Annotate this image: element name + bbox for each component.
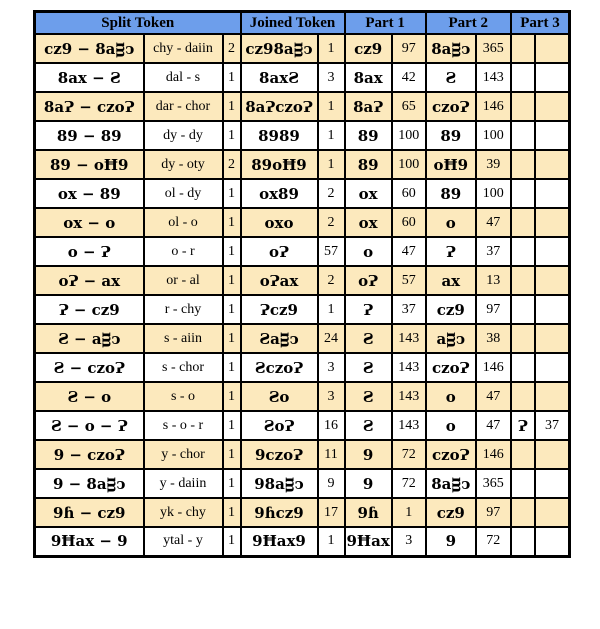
part3-glyph bbox=[511, 150, 535, 179]
part2-frequency: 38 bbox=[476, 324, 511, 353]
joined-token-count: 17 bbox=[318, 498, 345, 527]
part3-glyph bbox=[511, 208, 535, 237]
part1-glyph: Ƨ bbox=[345, 382, 392, 411]
table-row bbox=[35, 179, 570, 208]
joined-token-count: 2 bbox=[318, 179, 345, 208]
split-token-transcription: o - r bbox=[144, 237, 223, 266]
split-token-count: 1 bbox=[223, 469, 241, 498]
split-token-count: 1 bbox=[223, 121, 241, 150]
part3-glyph bbox=[511, 237, 535, 266]
part1-glyph: oɁ bbox=[345, 266, 392, 295]
part2-glyph: o bbox=[426, 208, 476, 237]
joined-token-glyph: Ɂcᴢ9 bbox=[241, 295, 318, 324]
split-token-transcription: s - o - r bbox=[144, 411, 223, 440]
part1-frequency: 60 bbox=[392, 179, 426, 208]
split-token-transcription: y - chor bbox=[144, 440, 223, 469]
joined-token-count: 1 bbox=[318, 295, 345, 324]
header-joined-token: Joined Token bbox=[241, 12, 345, 35]
part1-frequency: 72 bbox=[392, 440, 426, 469]
joined-token-glyph: 89oĦ9 bbox=[241, 150, 318, 179]
joined-token-count: 16 bbox=[318, 411, 345, 440]
joined-token-glyph: cᴢ98aᴟↄ bbox=[241, 34, 318, 63]
split-token-transcription: ol - dy bbox=[144, 179, 223, 208]
header-part-1: Part 1 bbox=[345, 12, 426, 35]
split-token-count: 1 bbox=[223, 353, 241, 382]
split-token-count: 1 bbox=[223, 411, 241, 440]
part2-glyph: Ƨ bbox=[426, 63, 476, 92]
split-token-count: 1 bbox=[223, 382, 241, 411]
part2-frequency: 39 bbox=[476, 150, 511, 179]
part3-glyph bbox=[511, 34, 535, 63]
joined-token-count: 1 bbox=[318, 527, 345, 556]
part3-glyph: Ɂ bbox=[511, 411, 535, 440]
part3-frequency bbox=[535, 440, 570, 469]
joined-token-glyph: 9cᴢoɁ bbox=[241, 440, 318, 469]
token-table bbox=[33, 10, 571, 558]
split-token-glyph: cᴢ9 − 8aᴟↄ bbox=[35, 34, 144, 63]
joined-token-glyph: ƧcᴢoɁ bbox=[241, 353, 318, 382]
part1-frequency: 72 bbox=[392, 469, 426, 498]
joined-token-glyph: oxo bbox=[241, 208, 318, 237]
part3-frequency bbox=[535, 324, 570, 353]
joined-token-count: 9 bbox=[318, 469, 345, 498]
split-token-glyph: oɁ − ax bbox=[35, 266, 144, 295]
split-token-glyph: Ƨ − o bbox=[35, 382, 144, 411]
joined-token-glyph: 8989 bbox=[241, 121, 318, 150]
split-token-glyph: ox − 89 bbox=[35, 179, 144, 208]
part2-glyph: cᴢ9 bbox=[426, 295, 476, 324]
table-row bbox=[35, 353, 570, 382]
part1-frequency: 1 bbox=[392, 498, 426, 527]
part2-glyph: 8aᴟↄ bbox=[426, 34, 476, 63]
part1-glyph: 8ax bbox=[345, 63, 392, 92]
split-token-glyph: 9Ħax − 9 bbox=[35, 527, 144, 556]
joined-token-count: 3 bbox=[318, 63, 345, 92]
joined-token-count: 1 bbox=[318, 150, 345, 179]
table-row bbox=[35, 121, 570, 150]
part3-frequency bbox=[535, 237, 570, 266]
part2-glyph: o bbox=[426, 411, 476, 440]
part3-frequency bbox=[535, 63, 570, 92]
split-token-count: 1 bbox=[223, 324, 241, 353]
part3-glyph bbox=[511, 527, 535, 556]
part1-frequency: 100 bbox=[392, 150, 426, 179]
split-token-transcription: y - daiin bbox=[144, 469, 223, 498]
part3-glyph bbox=[511, 179, 535, 208]
part3-glyph bbox=[511, 440, 535, 469]
split-token-glyph: 8aɁ − cᴢoɁ bbox=[35, 92, 144, 121]
part2-frequency: 97 bbox=[476, 498, 511, 527]
part2-frequency: 146 bbox=[476, 440, 511, 469]
part3-frequency bbox=[535, 208, 570, 237]
split-token-glyph: Ɂ − cᴢ9 bbox=[35, 295, 144, 324]
part3-frequency: 37 bbox=[535, 411, 570, 440]
table-row bbox=[35, 498, 570, 527]
table-row bbox=[35, 150, 570, 179]
joined-token-count: 3 bbox=[318, 353, 345, 382]
part1-glyph: 89 bbox=[345, 121, 392, 150]
joined-token-glyph: oɁ bbox=[241, 237, 318, 266]
split-token-glyph: Ƨ − aᴟↄ bbox=[35, 324, 144, 353]
split-token-transcription: ytal - y bbox=[144, 527, 223, 556]
joined-token-count: 1 bbox=[318, 121, 345, 150]
part1-frequency: 143 bbox=[392, 353, 426, 382]
part3-frequency bbox=[535, 527, 570, 556]
split-token-transcription: dar - chor bbox=[144, 92, 223, 121]
part2-glyph: 89 bbox=[426, 121, 476, 150]
joined-token-count: 57 bbox=[318, 237, 345, 266]
table-row bbox=[35, 469, 570, 498]
part3-frequency bbox=[535, 34, 570, 63]
split-token-glyph: Ƨ − o − Ɂ bbox=[35, 411, 144, 440]
part3-frequency bbox=[535, 498, 570, 527]
part2-frequency: 97 bbox=[476, 295, 511, 324]
split-token-count: 1 bbox=[223, 237, 241, 266]
split-token-count: 1 bbox=[223, 179, 241, 208]
part1-frequency: 97 bbox=[392, 34, 426, 63]
split-token-transcription: r - chy bbox=[144, 295, 223, 324]
joined-token-count: 11 bbox=[318, 440, 345, 469]
joined-token-count: 24 bbox=[318, 324, 345, 353]
part2-glyph: 8aᴟↄ bbox=[426, 469, 476, 498]
part1-glyph: 9Ħax bbox=[345, 527, 392, 556]
joined-token-count: 2 bbox=[318, 266, 345, 295]
joined-token-glyph: 8axƧ bbox=[241, 63, 318, 92]
part2-frequency: 37 bbox=[476, 237, 511, 266]
joined-token-glyph: Ƨo bbox=[241, 382, 318, 411]
table-row bbox=[35, 527, 570, 556]
table-row bbox=[35, 295, 570, 324]
part2-glyph: cᴢoɁ bbox=[426, 353, 476, 382]
part1-frequency: 65 bbox=[392, 92, 426, 121]
part1-glyph: Ƨ bbox=[345, 324, 392, 353]
split-token-transcription: s - chor bbox=[144, 353, 223, 382]
part2-frequency: 100 bbox=[476, 121, 511, 150]
split-token-transcription: s - aiin bbox=[144, 324, 223, 353]
part2-glyph: 89 bbox=[426, 179, 476, 208]
split-token-count: 1 bbox=[223, 92, 241, 121]
part1-frequency: 37 bbox=[392, 295, 426, 324]
part1-frequency: 143 bbox=[392, 411, 426, 440]
split-token-count: 1 bbox=[223, 527, 241, 556]
part2-glyph: 9 bbox=[426, 527, 476, 556]
part2-frequency: 365 bbox=[476, 34, 511, 63]
header-part-2: Part 2 bbox=[426, 12, 511, 35]
part1-glyph: 9 bbox=[345, 469, 392, 498]
split-token-transcription: dal - s bbox=[144, 63, 223, 92]
part3-frequency bbox=[535, 150, 570, 179]
split-token-glyph: 89 − oĦ9 bbox=[35, 150, 144, 179]
part2-frequency: 72 bbox=[476, 527, 511, 556]
split-token-count: 1 bbox=[223, 295, 241, 324]
table-row bbox=[35, 237, 570, 266]
part2-glyph: cᴢoɁ bbox=[426, 92, 476, 121]
part1-glyph: Ƨ bbox=[345, 353, 392, 382]
part3-glyph bbox=[511, 63, 535, 92]
table-row bbox=[35, 63, 570, 92]
table-body bbox=[35, 34, 570, 556]
table-row bbox=[35, 440, 570, 469]
split-token-glyph: 8ax − Ƨ bbox=[35, 63, 144, 92]
part2-frequency: 47 bbox=[476, 382, 511, 411]
split-token-transcription: yk - chy bbox=[144, 498, 223, 527]
part1-frequency: 60 bbox=[392, 208, 426, 237]
part3-glyph bbox=[511, 121, 535, 150]
split-token-glyph: 9 − cᴢoɁ bbox=[35, 440, 144, 469]
part1-glyph: ox bbox=[345, 179, 392, 208]
part3-frequency bbox=[535, 179, 570, 208]
part1-frequency: 100 bbox=[392, 121, 426, 150]
part2-frequency: 146 bbox=[476, 353, 511, 382]
part3-glyph bbox=[511, 353, 535, 382]
part3-glyph bbox=[511, 92, 535, 121]
part3-glyph bbox=[511, 295, 535, 324]
table-row bbox=[35, 92, 570, 121]
joined-token-glyph: 9ɦcᴢ9 bbox=[241, 498, 318, 527]
part2-frequency: 100 bbox=[476, 179, 511, 208]
part2-frequency: 13 bbox=[476, 266, 511, 295]
part3-glyph bbox=[511, 382, 535, 411]
joined-token-glyph: Ƨaᴟↄ bbox=[241, 324, 318, 353]
split-token-glyph: 9ɦ − cᴢ9 bbox=[35, 498, 144, 527]
split-token-glyph: 89 − 89 bbox=[35, 121, 144, 150]
joined-token-glyph: 98aᴟↄ bbox=[241, 469, 318, 498]
part1-frequency: 42 bbox=[392, 63, 426, 92]
part2-glyph: o bbox=[426, 382, 476, 411]
part2-glyph: cᴢ9 bbox=[426, 498, 476, 527]
part1-glyph: o bbox=[345, 237, 392, 266]
split-token-glyph: 9 − 8aᴟↄ bbox=[35, 469, 144, 498]
part1-glyph: cᴢ9 bbox=[345, 34, 392, 63]
joined-token-count: 2 bbox=[318, 208, 345, 237]
part3-glyph bbox=[511, 266, 535, 295]
part3-frequency bbox=[535, 353, 570, 382]
part1-glyph: 8aɁ bbox=[345, 92, 392, 121]
part1-frequency: 57 bbox=[392, 266, 426, 295]
joined-token-count: 1 bbox=[318, 34, 345, 63]
part3-frequency bbox=[535, 469, 570, 498]
joined-token-count: 1 bbox=[318, 92, 345, 121]
joined-token-glyph: ƧoɁ bbox=[241, 411, 318, 440]
part2-frequency: 47 bbox=[476, 208, 511, 237]
part3-frequency bbox=[535, 382, 570, 411]
table-row bbox=[35, 324, 570, 353]
table-row bbox=[35, 208, 570, 237]
part3-frequency bbox=[535, 266, 570, 295]
split-token-glyph: ox − o bbox=[35, 208, 144, 237]
part2-glyph: cᴢoɁ bbox=[426, 440, 476, 469]
part1-glyph: ox bbox=[345, 208, 392, 237]
split-token-count: 2 bbox=[223, 34, 241, 63]
part2-glyph: ax bbox=[426, 266, 476, 295]
split-token-transcription: s - o bbox=[144, 382, 223, 411]
part1-glyph: 9 bbox=[345, 440, 392, 469]
part2-glyph: oĦ9 bbox=[426, 150, 476, 179]
joined-token-glyph: 9Ħax9 bbox=[241, 527, 318, 556]
part3-glyph bbox=[511, 324, 535, 353]
part1-glyph: 9ɦ bbox=[345, 498, 392, 527]
part1-glyph: 89 bbox=[345, 150, 392, 179]
joined-token-glyph: ox89 bbox=[241, 179, 318, 208]
joined-token-glyph: 8aɁcᴢoɁ bbox=[241, 92, 318, 121]
header-row bbox=[35, 12, 570, 35]
header-part-3: Part 3 bbox=[511, 12, 570, 35]
part2-frequency: 365 bbox=[476, 469, 511, 498]
part1-glyph: Ɂ bbox=[345, 295, 392, 324]
part3-frequency bbox=[535, 121, 570, 150]
table-row bbox=[35, 411, 570, 440]
part1-frequency: 143 bbox=[392, 324, 426, 353]
split-token-transcription: chy - daiin bbox=[144, 34, 223, 63]
joined-token-count: 3 bbox=[318, 382, 345, 411]
joined-token-glyph: oɁax bbox=[241, 266, 318, 295]
split-token-transcription: dy - dy bbox=[144, 121, 223, 150]
split-token-count: 2 bbox=[223, 150, 241, 179]
part2-glyph: aᴟↄ bbox=[426, 324, 476, 353]
part3-frequency bbox=[535, 295, 570, 324]
split-token-transcription: ol - o bbox=[144, 208, 223, 237]
split-token-transcription: dy - oty bbox=[144, 150, 223, 179]
part1-frequency: 3 bbox=[392, 527, 426, 556]
split-token-transcription: or - al bbox=[144, 266, 223, 295]
split-token-glyph: Ƨ − cᴢoɁ bbox=[35, 353, 144, 382]
part1-frequency: 47 bbox=[392, 237, 426, 266]
split-token-glyph: o − Ɂ bbox=[35, 237, 144, 266]
table-row bbox=[35, 266, 570, 295]
part2-glyph: Ɂ bbox=[426, 237, 476, 266]
split-token-count: 1 bbox=[223, 498, 241, 527]
part2-frequency: 143 bbox=[476, 63, 511, 92]
part3-frequency bbox=[535, 92, 570, 121]
header-split-token: Split Token bbox=[35, 12, 241, 35]
part1-frequency: 143 bbox=[392, 382, 426, 411]
part3-glyph bbox=[511, 498, 535, 527]
part3-glyph bbox=[511, 469, 535, 498]
part1-glyph: Ƨ bbox=[345, 411, 392, 440]
table-row bbox=[35, 382, 570, 411]
split-token-count: 1 bbox=[223, 266, 241, 295]
part2-frequency: 47 bbox=[476, 411, 511, 440]
part2-frequency: 146 bbox=[476, 92, 511, 121]
split-token-count: 1 bbox=[223, 440, 241, 469]
split-token-count: 1 bbox=[223, 208, 241, 237]
table-row bbox=[35, 34, 570, 63]
split-token-count: 1 bbox=[223, 63, 241, 92]
